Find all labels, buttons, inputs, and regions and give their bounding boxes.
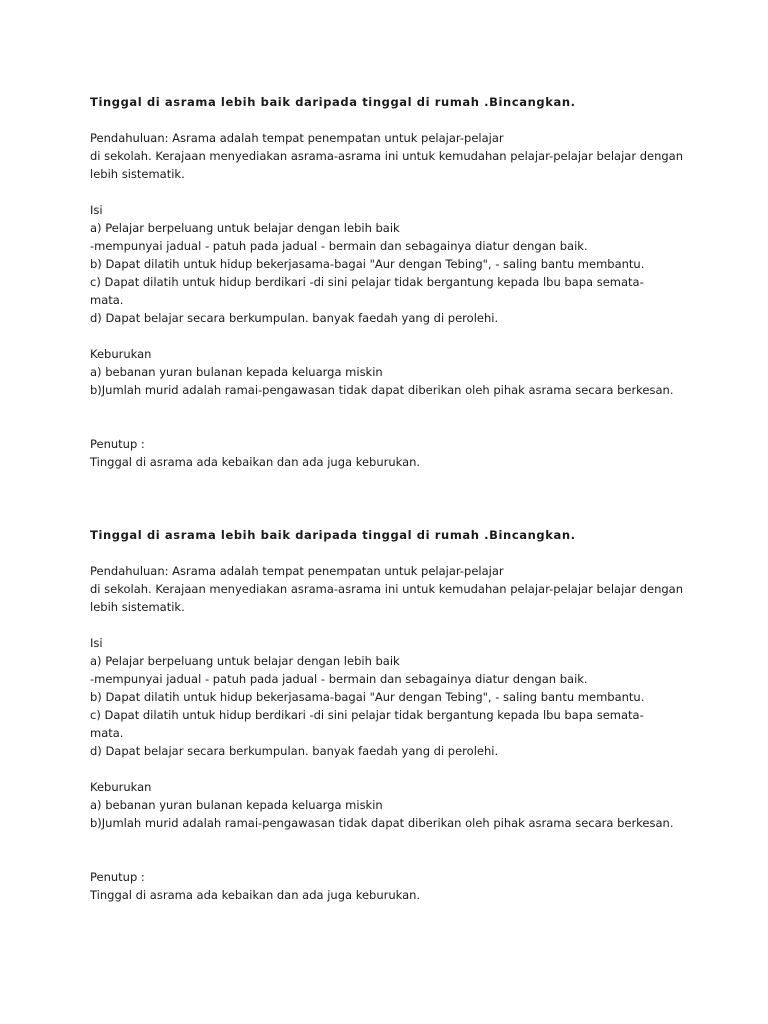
keburukan-heading: Keburukan xyxy=(90,780,152,794)
penutup-text: Tinggal di asrama ada kebaikan dan ada juga keburukan. xyxy=(90,888,421,902)
keburukan-line: b)Jumlah murid adalah ramai-pengawasan tidak dapat diberikan oleh pihak asrama secara berkesan. xyxy=(90,816,674,830)
keburukan-heading: Keburukan xyxy=(90,347,152,361)
isi-heading: Isi xyxy=(90,203,103,217)
isi-line: -mempunyai jadual - patuh pada jadual - bermain dan sebagainya diatur dengan baik. xyxy=(90,239,588,253)
keburukan-line: a) bebanan yuran bulanan kepada keluarga miskin xyxy=(90,365,383,379)
pendahuluan-line: Pendahuluan: Asrama adalah tempat penempatan untuk pelajar-pelajar xyxy=(90,131,504,145)
isi-line: mata. xyxy=(90,293,124,307)
essay-block xyxy=(90,93,690,471)
pendahuluan-line: Pendahuluan: Asrama adalah tempat penempatan untuk pelajar-pelajar xyxy=(90,564,504,578)
isi-line: mata. xyxy=(90,726,124,740)
pendahuluan-line: di sekolah. Kerajaan menyediakan asrama-asrama ini untuk kemudahan pelajar-pelajar belajar dengan xyxy=(90,582,684,596)
isi-heading: Isi xyxy=(90,636,103,650)
isi-line: a) Pelajar berpeluang untuk belajar dengan lebih baik xyxy=(90,221,400,235)
pendahuluan-line: lebih sistematik. xyxy=(90,167,185,181)
essay-block xyxy=(90,526,690,904)
isi-line: c) Dapat dilatih untuk hidup berdikari -di sini pelajar tidak bergantung kepada lbu bapa semata- xyxy=(90,275,644,289)
isi-line: a) Pelajar berpeluang untuk belajar dengan lebih baik xyxy=(90,654,400,668)
isi-line: d) Dapat belajar secara berkumpulan. banyak faedah yang di perolehi. xyxy=(90,311,499,325)
isi-line: d) Dapat belajar secara berkumpulan. banyak faedah yang di perolehi. xyxy=(90,744,499,758)
penutup-text: Tinggal di asrama ada kebaikan dan ada juga keburukan. xyxy=(90,455,421,469)
keburukan-line: a) bebanan yuran bulanan kepada keluarga miskin xyxy=(90,798,383,812)
isi-line: b) Dapat dilatih untuk hidup bekerjasama-bagai "Aur dengan Tebing", - saling bantu membantu. xyxy=(90,690,645,704)
isi-line: c) Dapat dilatih untuk hidup berdikari -di sini pelajar tidak bergantung kepada lbu bapa semata- xyxy=(90,708,644,722)
keburukan-line: b)Jumlah murid adalah ramai-pengawasan tidak dapat diberikan oleh pihak asrama secara berkesan. xyxy=(90,383,674,397)
pendahuluan-line: di sekolah. Kerajaan menyediakan asrama-asrama ini untuk kemudahan pelajar-pelajar belajar dengan xyxy=(90,149,684,163)
isi-line: -mempunyai jadual - patuh pada jadual - bermain dan sebagainya diatur dengan baik. xyxy=(90,672,588,686)
penutup-heading: Penutup : xyxy=(90,437,145,451)
penutup-heading: Penutup : xyxy=(90,870,145,884)
isi-line: b) Dapat dilatih untuk hidup bekerjasama-bagai "Aur dengan Tebing", - saling bantu membantu. xyxy=(90,257,645,271)
pendahuluan-line: lebih sistematik. xyxy=(90,600,185,614)
essay-title: Tinggal di asrama lebih baik daripada tinggal di rumah .Bincangkan. xyxy=(90,528,576,542)
essay-title: Tinggal di asrama lebih baik daripada tinggal di rumah .Bincangkan. xyxy=(90,95,576,109)
